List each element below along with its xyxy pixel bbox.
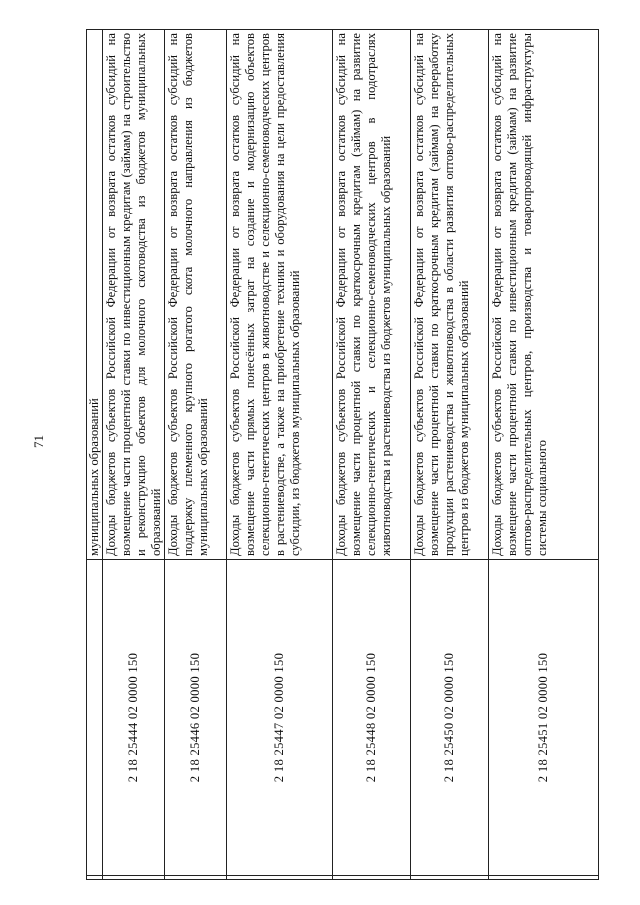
table-row (489, 30, 599, 880)
table-row (103, 30, 165, 880)
budget-code-cell: 2 18 25451 02 0000 150 (489, 560, 599, 876)
budget-code-cell: 2 18 25450 02 0000 150 (411, 560, 489, 876)
rotated-table-sheet (86, 30, 596, 880)
table-cell-spacer (165, 876, 227, 880)
table-cell-spacer (87, 876, 103, 880)
description-cell: Доходы бюджетов субъектов Российской Федерации от возврата остатков субсидий на поддержку племенного крупного рогатого скота молочного направления из бюджетов муниципальных образований (165, 30, 227, 560)
table-row (411, 30, 489, 880)
budget-code-cell: 2 18 25447 02 0000 150 (227, 560, 333, 876)
description-cell: Доходы бюджетов субъектов Российской Федерации от возврата остатков субсидий на возмещение части прямых понесённых затрат на создание и модернизацию объектов селекционно-генетических центров в животноводстве и селекционно-семеноводческих центров в растениеводстве, а также на приобретение техники и оборудования на цели предоставления субсидии, из бюджетов муниципальных образований (227, 30, 333, 560)
description-cell: Доходы бюджетов субъектов Российской Федерации от возврата остатков субсидий на возмещение части процентной ставки по краткосрочным кредитам (займам) на развитие селекционно-генетических и селекционно-семеноводческих центров в подотраслях животноводства и растениеводства из бюджетов муниципальных образований (333, 30, 411, 560)
budget-code-cell: 2 18 25446 02 0000 150 (165, 560, 227, 876)
table-cell-spacer (227, 876, 333, 880)
table-cell-spacer (333, 876, 411, 880)
table-cell-spacer (489, 876, 599, 880)
budget-code-cell: 2 18 25448 02 0000 150 (333, 560, 411, 876)
income-codes-table (86, 29, 599, 880)
table-cell-spacer (103, 876, 165, 880)
table-cell-spacer (411, 876, 489, 880)
description-cell: Доходы бюджетов субъектов Российской Федерации от возврата остатков субсидий на возмещение части процентной ставки по инвестиционным кредитам (займам) на строительство и реконструкцию объектов для молочного скотоводства из бюджетов муниципальных образований (103, 30, 165, 560)
description-cell: Доходы бюджетов субъектов Российской Федерации от возврата остатков субсидий на возмещение части процентной ставки по краткосрочным кредитам (займам) на переработку продукции растениеводства и животноводства в области развития оптово-распределительных центров из бюджетов муниципальных образований (411, 30, 489, 560)
table-row (165, 30, 227, 880)
table-row (87, 30, 103, 880)
description-cell: Доходы бюджетов субъектов Российской Федерации от возврата остатков субсидий на возмещение части процентной ставки по инвестиционным кредитам (займам) на развитие оптово-распределительных центров, производства и товаропроводящей инфраструктуры системы социального (489, 30, 599, 560)
description-cell: муниципальных образований (87, 30, 103, 560)
table-row (333, 30, 411, 880)
table-row (227, 30, 333, 880)
budget-code-cell: 2 18 25444 02 0000 150 (103, 560, 165, 876)
budget-code-cell (87, 560, 103, 876)
page-number: 71 (31, 435, 46, 448)
